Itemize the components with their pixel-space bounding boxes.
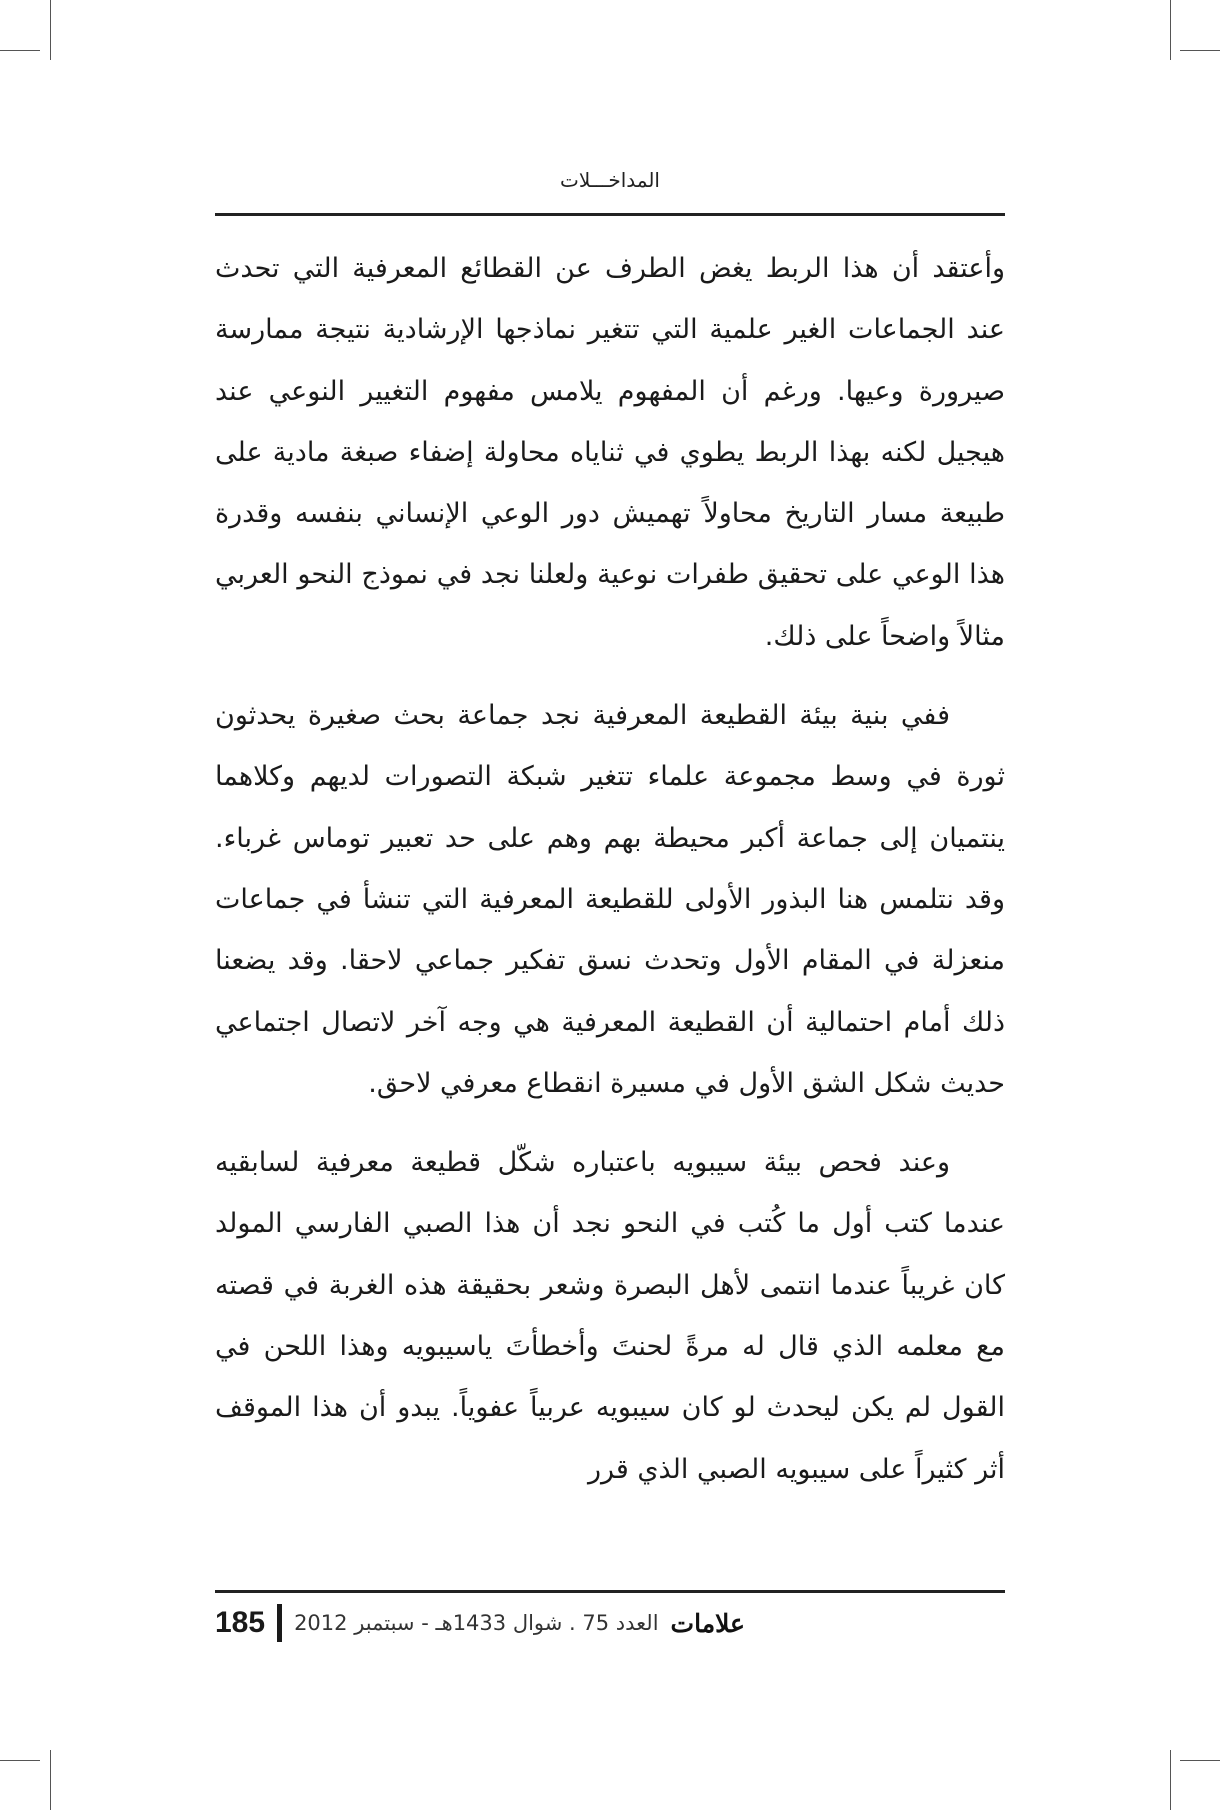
issue-info: العدد 75 . شوال 1433هـ - سبتمبر 2012 [294, 1611, 659, 1635]
paragraph-3: وعند فحص بيئة سيبويه باعتباره شكّل قطيعة معرفية لسابقيه عندما كتب أول ما كُتب في النحو نجد أن هذا الصبي الفارسي المولد كان غريباً عندما انتمى لأهل البصرة وشعر بحقيقة هذه الغربة في قصته مع معلمه الذي قال له مرةً لحنتَ وأخطأتَ ياسيبويه وهذا اللحن في القول لم يكن ليحدث لو كان سيبويه عربياً عفوياً. يبدو أن هذا الموقف أثر كثيراً على سيبويه الصبي الذي قرر [215, 1147, 1005, 1485]
footer-rule [215, 1590, 1005, 1593]
paragraph-2: ففي بنية بيئة القطيعة المعرفية نجد جماعة بحث صغيرة يحدثون ثورة في وسط مجموعة علماء تتغير شبكة التصورات لديهم وكلاهما ينتميان إلى جماعة أكبر محيطة بهم وهم على حد تعبير توماس غرباء. وقد نتلمس هنا البذور الأولى للقطيعة المعرفية التي تنشأ في جماعات منعزلة في المقام الأول وتحدث نسق تفكير جماعي لاحقا. وقد يضعنا ذلك أمام احتمالية أن القطيعة المعرفية هي وجه آخر لاتصال اجتماعي حديث شكل الشق الأول في مسيرة انقطاع معرفي لاحق. [215, 700, 1005, 1099]
crop-mark [1170, 0, 1171, 60]
crop-mark [1170, 1750, 1171, 1810]
paragraph-1: وأعتقد أن هذا الربط يغض الطرف عن القطائع المعرفية التي تحدث عند الجماعات الغير علمية التي تتغير نماذجها الإرشادية نتيجة ممارسة صيرورة وعيها. ورغم أن المفهوم يلامس مفهوم التغيير النوعي عند هيجيل لكنه بهذا الربط يطوي في ثناياه محاولة إضفاء صبغة مادية على طبيعة مسار التاريخ محاولاً تهميش دور الوعي الإنساني بنفسه وقدرة هذا الوعي على تحقيق طفرات نوعية ولعلنا نجد في نموذج النحو العربي مثالاً واضحاً على ذلك. [215, 253, 1005, 652]
crop-mark [1180, 50, 1220, 51]
page-footer [215, 1598, 1005, 1648]
crop-mark [50, 1750, 51, 1810]
crop-mark [1180, 1760, 1220, 1761]
footer-divider-bar [277, 1604, 282, 1642]
crop-mark [0, 1760, 40, 1761]
running-header-title: المداخـــلات [560, 168, 660, 192]
crop-mark [0, 50, 40, 51]
journal-logo: علامات [670, 1608, 745, 1638]
page-number: 185 [215, 1606, 266, 1639]
article-body [215, 238, 1005, 1500]
header-rule [215, 213, 1005, 216]
crop-mark [50, 0, 51, 60]
